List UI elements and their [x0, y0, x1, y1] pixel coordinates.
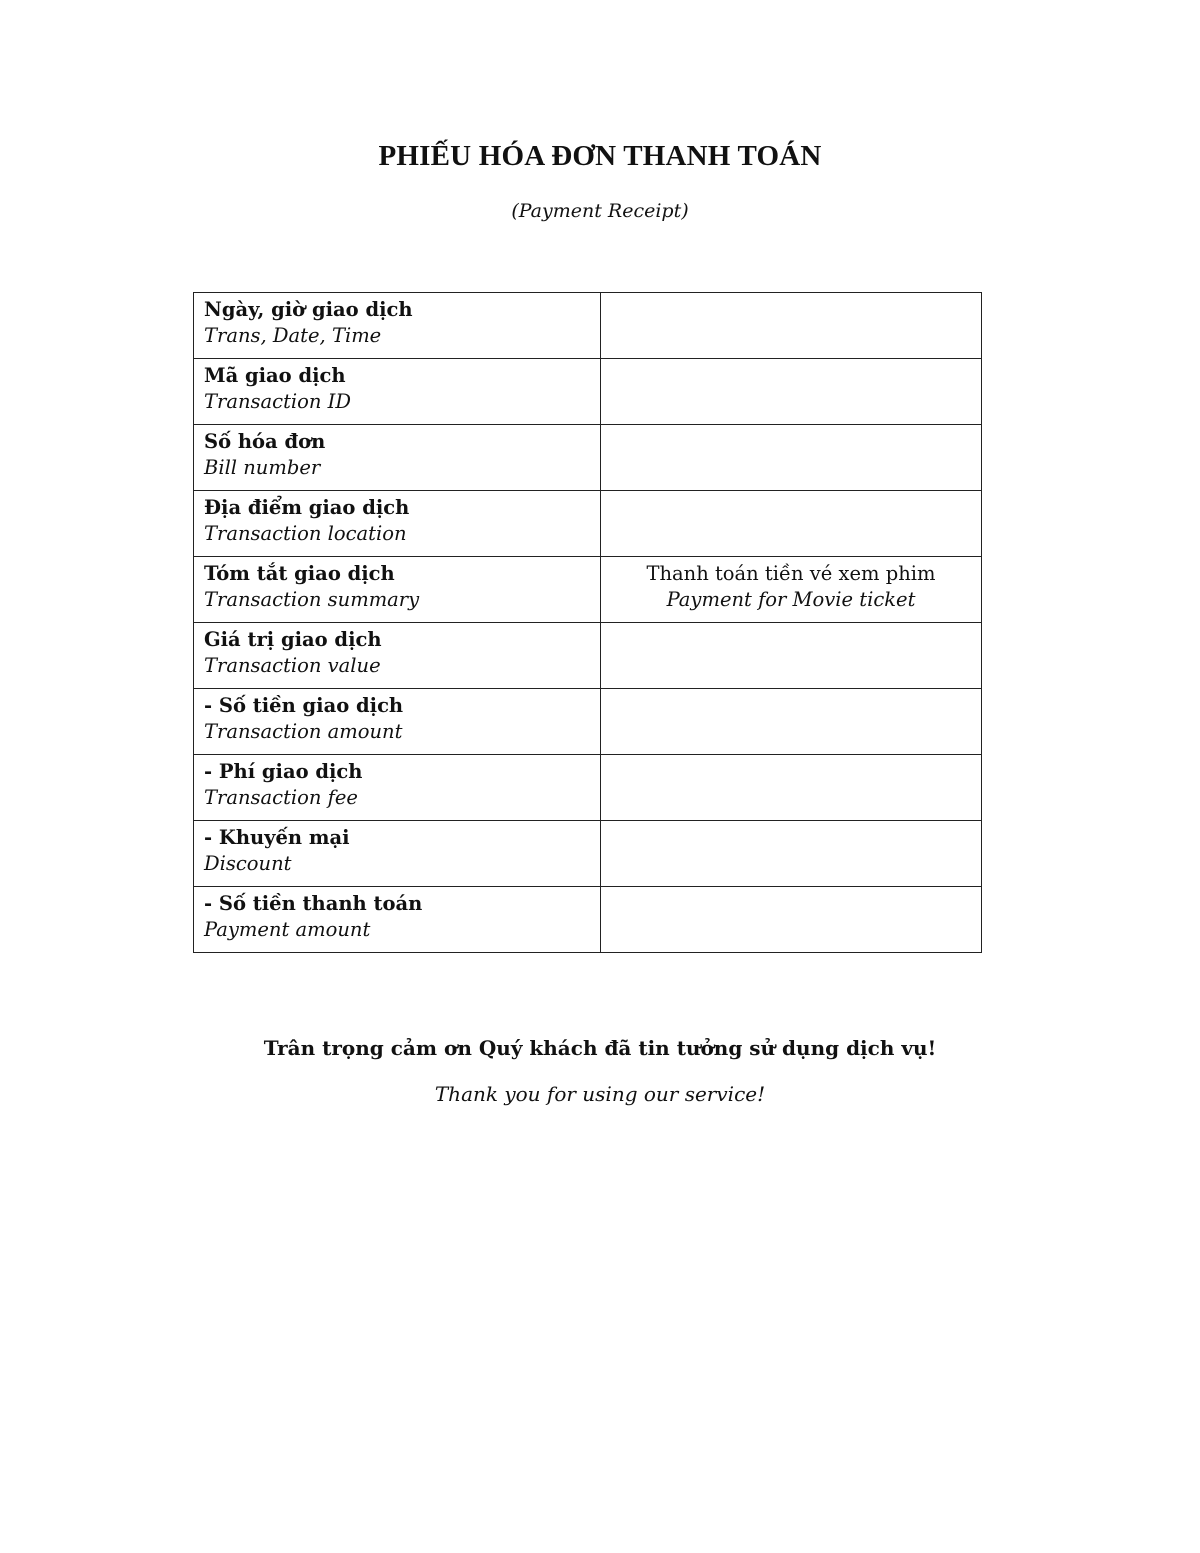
row-value-cell — [601, 755, 982, 821]
label-en: Bill number — [204, 456, 321, 479]
label-en: Discount — [204, 852, 292, 875]
table-row — [194, 755, 982, 821]
row-label-cell — [194, 755, 601, 821]
label-vi: Mã giao dịch — [204, 364, 346, 387]
row-value-cell — [601, 689, 982, 755]
table-row — [194, 491, 982, 557]
row-label-cell — [194, 491, 601, 557]
value-en: Payment for Movie ticket — [666, 588, 916, 611]
table-row — [194, 689, 982, 755]
label-en: Transaction value — [204, 654, 381, 677]
receipt-title: PHIẾU HÓA ĐƠN THANH TOÁN — [378, 140, 822, 172]
row-value-cell — [601, 557, 982, 623]
label-vi: - Phí giao dịch — [204, 760, 363, 783]
row-label-cell — [194, 689, 601, 755]
label-en: Transaction ID — [204, 390, 351, 413]
thank-you-en: Thank you for using our service! — [434, 1082, 766, 1106]
label-vi: Tóm tắt giao dịch — [204, 562, 395, 585]
row-value-cell — [601, 359, 982, 425]
row-value-cell — [601, 887, 982, 953]
row-value-cell — [601, 425, 982, 491]
label-vi: Giá trị giao dịch — [204, 628, 382, 651]
label-vi: Địa điểm giao dịch — [204, 496, 410, 519]
label-en: Payment amount — [204, 918, 371, 941]
row-label-cell — [194, 887, 601, 953]
label-en: Transaction location — [204, 522, 407, 545]
row-value-cell — [601, 821, 982, 887]
label-vi: - Số tiền giao dịch — [204, 694, 404, 717]
value-vi: Thanh toán tiền vé xem phim — [646, 562, 936, 585]
receipt-subtitle: (Payment Receipt) — [511, 200, 689, 222]
label-en: Trans, Date, Time — [204, 324, 382, 347]
label-en: Transaction summary — [204, 588, 420, 611]
label-vi: - Khuyến mại — [204, 826, 350, 849]
row-label-cell — [194, 293, 601, 359]
table-row — [194, 293, 982, 359]
table-row — [194, 887, 982, 953]
label-vi: Số hóa đơn — [204, 430, 326, 453]
table-row — [194, 425, 982, 491]
table-row — [194, 359, 982, 425]
receipt-table — [193, 292, 982, 953]
table-row — [194, 623, 982, 689]
table-row — [194, 557, 982, 623]
table-row — [194, 821, 982, 887]
row-label-cell — [194, 359, 601, 425]
row-value-cell — [601, 491, 982, 557]
label-en: Transaction amount — [204, 720, 403, 743]
row-value-cell — [601, 623, 982, 689]
row-label-cell — [194, 557, 601, 623]
thank-you-vi: Trân trọng cảm ơn Quý khách đã tin tưởng sử dụng dịch vụ! — [263, 1036, 937, 1060]
row-label-cell — [194, 623, 601, 689]
row-label-cell — [194, 425, 601, 491]
row-label-cell — [194, 821, 601, 887]
row-value-cell — [601, 293, 982, 359]
label-vi: Ngày, giờ giao dịch — [204, 298, 413, 321]
label-vi: - Số tiền thanh toán — [204, 892, 423, 915]
label-en: Transaction fee — [204, 786, 358, 809]
